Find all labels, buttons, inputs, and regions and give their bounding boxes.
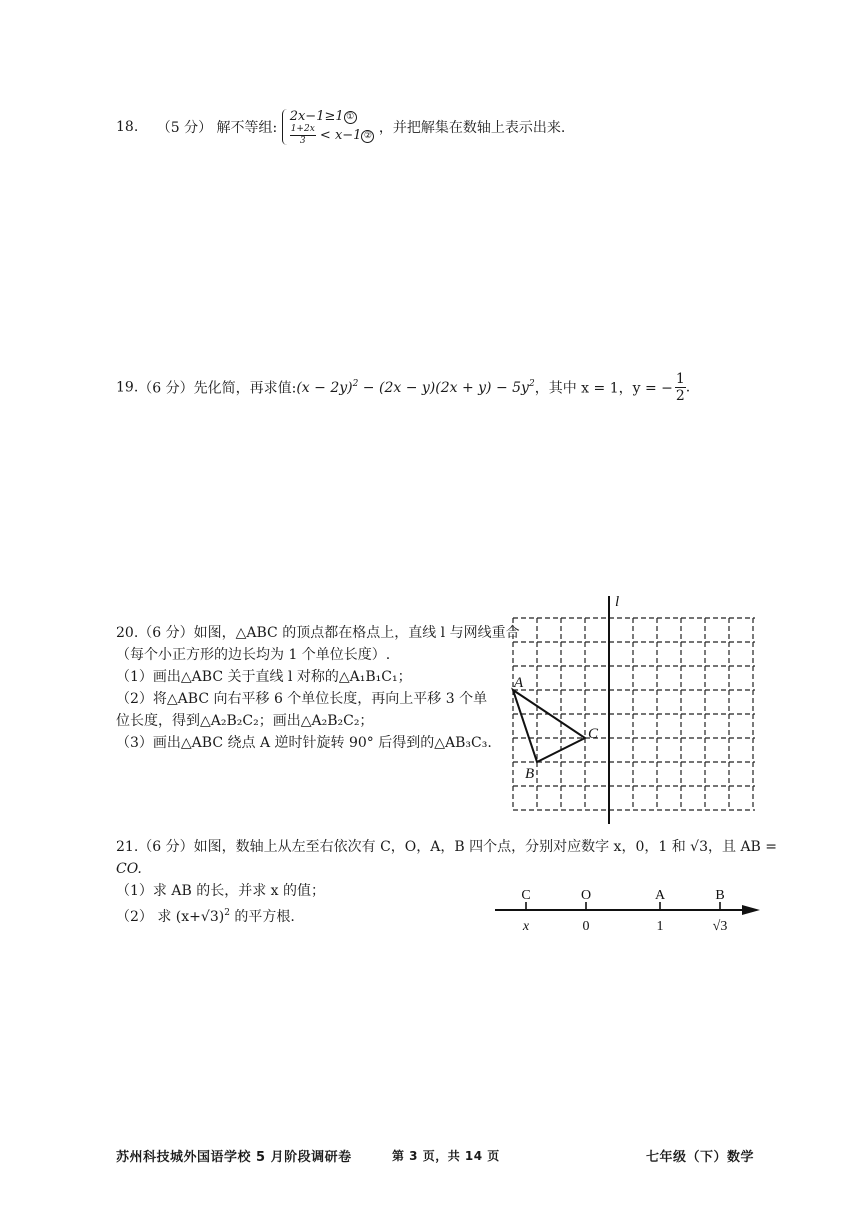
q19-end: .	[685, 379, 691, 396]
q20-line-4: （2）将△ABC 向右平移 6 个单位长度，再向上平移 3 个单	[116, 691, 488, 707]
mark-2: ②	[361, 130, 374, 143]
label-l: l	[615, 594, 620, 610]
q21-line-3: （1）求 AB 的长，并求 x 的值；	[116, 883, 326, 899]
q20-line-5: 位长度，得到△A₂B₂C₂；画出△A₂B₂C₂；	[116, 713, 374, 729]
brace	[282, 109, 289, 145]
q19-condition: ，其中 x = 1，y = −	[534, 380, 673, 397]
q20-line-1: 如图，△ABC 的顶点都在格点上，直线 l 与网线重合	[193, 625, 520, 641]
point-label-c: C	[521, 888, 531, 903]
footer-school: 苏州科技城外国语学校 5 月阶段调研卷	[116, 1150, 352, 1165]
q19-number: 19.	[116, 379, 139, 396]
q19-fraction-num: 1	[675, 371, 685, 387]
question-18	[116, 108, 565, 146]
grid-figure	[505, 590, 765, 830]
label-c: C	[588, 726, 599, 742]
value-label-sqrt3: √3	[712, 919, 728, 934]
number-line	[490, 880, 765, 940]
footer-course: 七年级（下）数学	[646, 1150, 755, 1165]
point-label-b: B	[715, 888, 725, 903]
inequality-2-rest: < x−1	[319, 128, 362, 143]
q19-expr-b: − (2x − y)(2x + y) − 5y	[358, 380, 529, 396]
q19-exp-b: 2	[528, 379, 535, 389]
inequality-1: 2x−1≥1	[289, 109, 344, 124]
q21-score: （6 分）	[138, 839, 194, 855]
q18-prompt: 解不等组:	[216, 120, 278, 136]
q19-fraction-den: 2	[675, 388, 685, 404]
q21-line-4-exp: 2	[224, 908, 230, 918]
q20-line-2: （每个小正方形的边长均为 1 个单位长度）.	[116, 647, 391, 663]
value-label-0: 0	[582, 919, 590, 934]
q19-fraction	[675, 372, 686, 403]
question-19	[116, 372, 690, 403]
point-label-o: O	[580, 888, 592, 903]
label-b: B	[525, 766, 535, 782]
triangle-abc	[513, 690, 585, 762]
inequality-2-fraction	[290, 125, 316, 146]
q19-exp-a: 2	[352, 379, 359, 389]
q19-score: （6 分）	[138, 380, 194, 397]
value-label-x: x	[522, 919, 530, 934]
footer-page: 第 3 页，共 14 页	[392, 1149, 500, 1163]
q19-expr-a: (x − 2y)	[296, 380, 353, 396]
q21-number: 21.	[116, 839, 139, 855]
q20-score: （6 分）	[138, 625, 194, 641]
fraction-denominator: 3	[299, 136, 306, 146]
q18-number: 18.	[116, 119, 139, 135]
question-20	[116, 622, 520, 754]
inequality-system	[282, 108, 375, 146]
q18-score: （5 分）	[156, 120, 213, 136]
q21-line-2: CO.	[116, 861, 142, 877]
q21-line-1: 如图，数轴上从左至右依次有 C，O，A，B 四个点，分别对应数字 x，0，1 和 √3，且 AB =	[193, 839, 778, 855]
label-a: A	[514, 675, 524, 691]
q19-prompt: 先化简，再求值:	[193, 380, 297, 397]
q18-tail: ，并把解集在数轴上表示出来.	[378, 120, 566, 136]
q20-line-3: （1）画出△ABC 关于直线 l 对称的△A₁B₁C₁；	[116, 669, 412, 685]
point-label-a: A	[654, 888, 666, 903]
mark-1: ①	[344, 111, 357, 124]
q20-number: 20.	[116, 625, 139, 641]
q21-line-4a: （2） 求 (x+√3)	[116, 909, 225, 925]
axis-arrow-icon	[742, 905, 760, 915]
fraction-numerator: 1+2x	[290, 124, 315, 134]
q21-line-4b: 的平方根.	[229, 909, 295, 925]
q20-line-6: （3）画出△ABC 绕点 A 逆时针旋转 90° 后得到的△AB₃C₃.	[116, 735, 492, 751]
value-label-1: 1	[656, 919, 664, 934]
